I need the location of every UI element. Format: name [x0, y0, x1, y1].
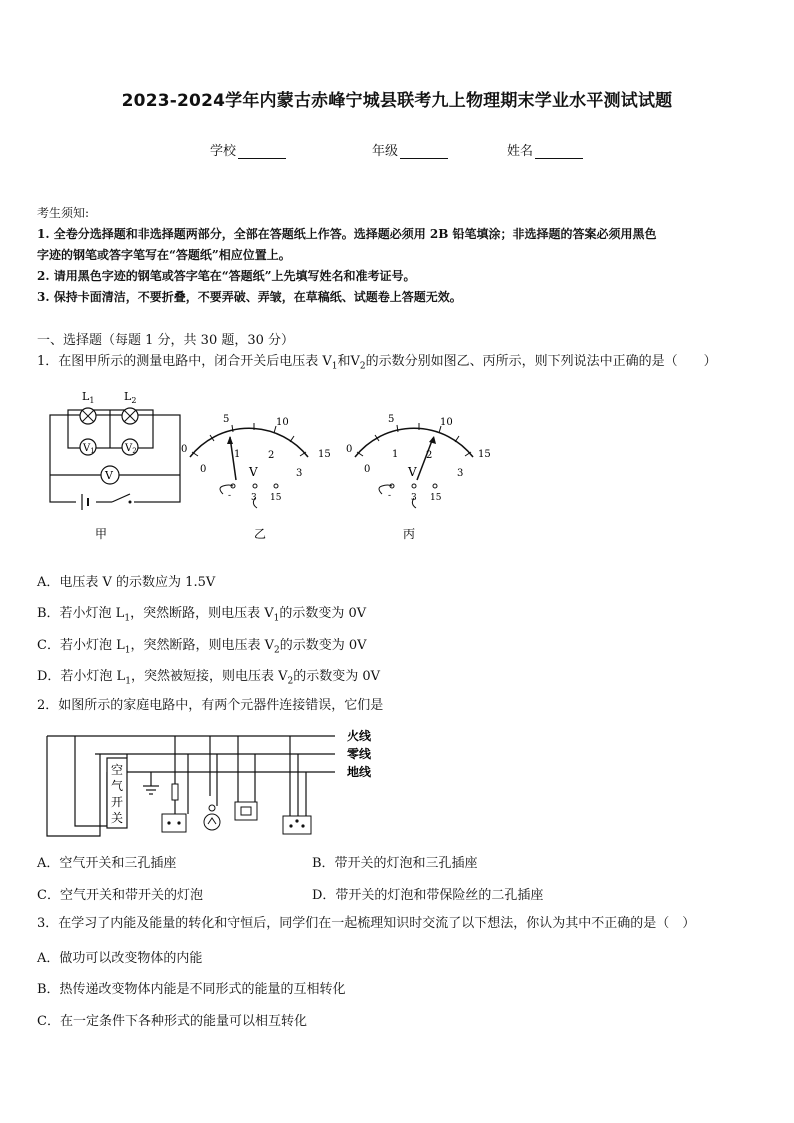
notes-heading: 考生须知:: [37, 206, 90, 220]
label-v1: $V_1$: [83, 443, 95, 455]
figure-label-yi: 乙: [254, 527, 267, 541]
question-3-stem: 3．在学习了内能及能量的转化和守恒后，同学们在一起梳理知识时交流了以下想法，你认为其中不正确的是（ ）: [37, 916, 696, 931]
question-2-figure: [45, 726, 385, 841]
unit-bing: V: [408, 465, 417, 479]
terminal-minus-yi: -: [228, 491, 232, 501]
name-field[interactable]: [507, 140, 583, 159]
terminal-15-bing: 15: [430, 493, 442, 503]
main-loop: [50, 415, 180, 502]
q1-text-c: 的示数分别如图乙、丙所示，则下列说法中正确的是（ ）: [365, 354, 717, 369]
q2-option-d[interactable]: D．带开关的灯泡和带保险丝的二孔插座: [312, 888, 544, 903]
q3-option-a[interactable]: A．做功可以改变物体的内能: [37, 951, 203, 966]
note-1-line-1: 1. 全卷分选择题和非选择题两部分，全部在答题纸上作答。选择题必须用 2B 铅笔填涂；非选择题的答案必须用黑色: [37, 227, 657, 241]
scale-big-5-yi: 5: [223, 414, 230, 425]
q1-option-c[interactable]: C．若小灯泡 $L_1$，突然断路，则电压表 $V_2$的示数变为 0V: [37, 638, 367, 656]
scale-big-10-yi: 10: [276, 417, 289, 428]
scale-small-1-bing: 1: [392, 449, 399, 460]
breaker-char-1: 空: [111, 763, 124, 777]
q1-text-a: 1．在图甲所示的测量电路中，闭合开关后电压表 V: [37, 354, 332, 369]
scale-big-10-bing: 10: [440, 417, 453, 428]
voltmeter-dial-yi: [181, 414, 331, 508]
page-title: 2023-2024学年内蒙古赤峰宁城县联考九上物理期末学业水平测试试题: [121, 91, 673, 111]
q1-option-b[interactable]: B．若小灯泡 $L_1$，突然断路，则电压表 $V_1$的示数变为 0V: [37, 606, 367, 624]
q1-sub-2: 2: [359, 361, 366, 372]
label-fire-wire: 火线: [347, 729, 372, 743]
circuit-diagram-jia: [50, 410, 180, 502]
exam-notes: [37, 203, 759, 308]
two-hole-socket-icon: [162, 814, 186, 832]
label-l1: $L_1$: [82, 390, 95, 405]
scale-small-3-bing: 3: [457, 468, 464, 479]
breaker-char-3: 开: [111, 795, 124, 809]
breaker-char-4: 关: [111, 811, 124, 825]
q1-sub-1: 1: [331, 361, 338, 372]
school-label: 学校: [210, 144, 237, 159]
label-v2: $V_2$: [125, 443, 137, 455]
scale-small-3-yi: 3: [296, 468, 303, 479]
fuse-icon: [172, 784, 178, 800]
three-hole-socket-icon: [283, 816, 311, 834]
name-blank: [535, 144, 583, 159]
scale-small-2-bing: 2: [426, 450, 433, 461]
q2-option-c[interactable]: C．空气开关和带开关的灯泡: [37, 888, 203, 903]
school-blank: [238, 144, 286, 159]
figure-label-jia: 甲: [95, 527, 108, 541]
scale-small-1-yi: 1: [234, 449, 241, 460]
lamp-icon: [204, 814, 220, 830]
scale-big-0-yi: 0: [181, 444, 188, 455]
terminal-3-yi: 3: [251, 493, 257, 503]
q3-option-b[interactable]: B．热传递改变物体内能是不同形式的能量的互相转化: [37, 982, 346, 997]
question-1-stem: [37, 352, 761, 377]
q1-option-d[interactable]: D．若小灯泡 $L_1$，突然被短接，则电压表 $V_2$的示数变为 0V: [37, 669, 380, 687]
q1-text-b: 和V: [337, 354, 360, 369]
scale-big-0-bing: 0: [346, 444, 353, 455]
note-2: 2. 请用黑色字迹的钢笔或答字笔在“答题纸”上先填写姓名和准考证号。: [37, 269, 416, 283]
question-2-stem: 2．如图所示的家庭电路中，有两个元器件连接错误，它们是: [37, 698, 384, 713]
terminal-3-bing: 3: [411, 493, 417, 503]
scale-small-0-bing: 0: [364, 464, 371, 475]
school-field[interactable]: [210, 140, 286, 159]
grade-field[interactable]: [372, 140, 448, 159]
note-1-line-2: 字迹的钢笔或答字笔写在“答题纸”相应位置上。: [37, 248, 291, 262]
voltmeter-dial-bing: [346, 414, 491, 508]
breaker-char-2: 气: [111, 779, 124, 793]
scale-big-15-yi: 15: [318, 449, 331, 460]
switch-box-icon: [235, 802, 257, 820]
grade-label: 年级: [372, 144, 399, 159]
terminal-minus-bing: -: [388, 491, 392, 501]
figure-label-bing: 丙: [403, 527, 416, 541]
name-label: 姓名: [507, 144, 534, 159]
note-3: 3. 保持卡面清洁，不要折叠，不要弄破、弄皱，在草稿纸、试题卷上答题无效。: [37, 290, 462, 304]
scale-small-2-yi: 2: [268, 450, 275, 461]
scale-big-15-bing: 15: [478, 449, 491, 460]
grade-blank: [400, 144, 448, 159]
label-neutral-wire: 零线: [347, 747, 372, 761]
q1-option-a[interactable]: A．电压表 V 的示数应为 1.5V: [37, 575, 216, 590]
label-ground-wire: 地线: [347, 765, 372, 779]
label-v: V: [105, 469, 113, 482]
q3-option-c[interactable]: C．在一定条件下各种形式的能量可以相互转化: [37, 1014, 307, 1029]
section-heading: 一、选择题（每题 1 分，共 30 题，30 分）: [37, 333, 295, 348]
unit-yi: V: [249, 465, 258, 479]
q2-option-a[interactable]: A．空气开关和三孔插座: [37, 856, 177, 871]
scale-small-0-yi: 0: [200, 464, 207, 475]
scale-big-5-bing: 5: [388, 414, 395, 425]
question-1-figure: [40, 380, 500, 545]
label-l2: $L_2$: [124, 390, 137, 405]
terminal-15-yi: 15: [270, 493, 282, 503]
q2-option-b[interactable]: B．带开关的灯泡和三孔插座: [312, 856, 478, 871]
